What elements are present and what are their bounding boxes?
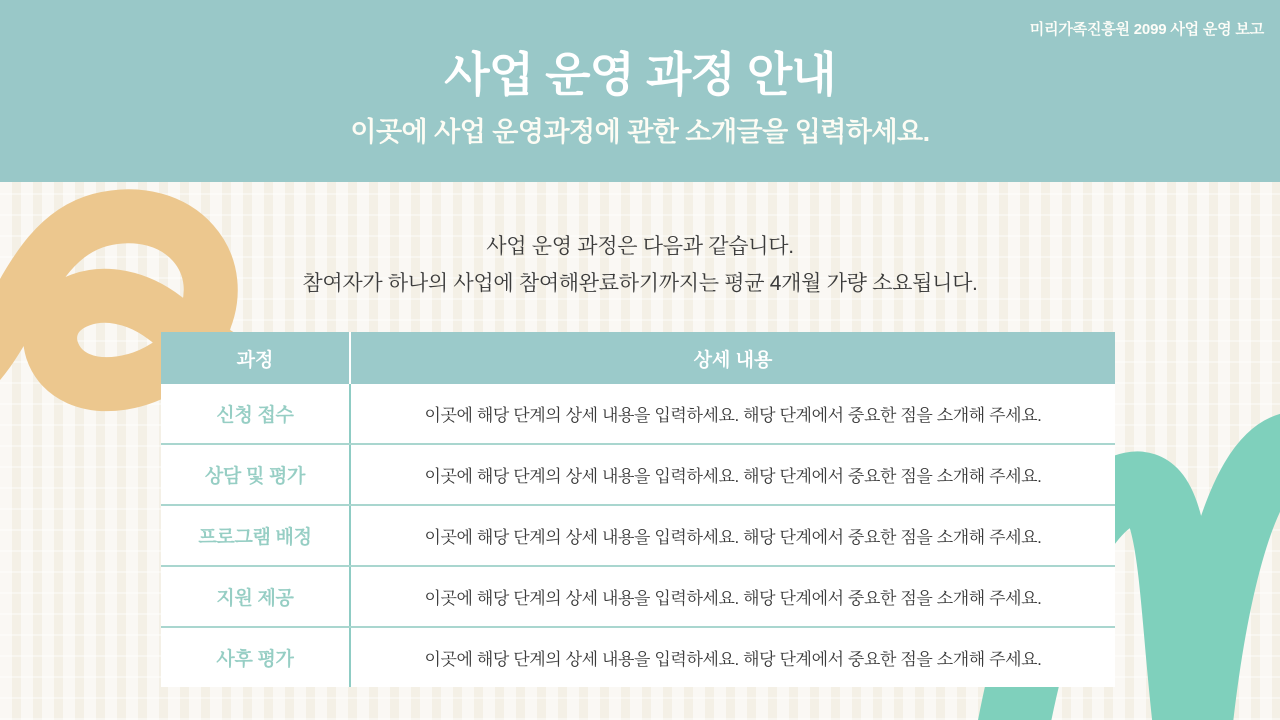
intro-line-1: 사업 운영 과정은 다음과 같습니다. <box>486 235 794 258</box>
intro-paragraph <box>0 228 1280 302</box>
row-label: 프로그램 배정 <box>161 506 351 565</box>
row-detail: 이곳에 해당 단계의 상세 내용을 입력하세요. 해당 단계에서 중요한 점을 소개해 주세요. <box>424 528 1042 547</box>
row-label: 상담 및 평가 <box>161 445 351 504</box>
row-label: 지원 제공 <box>161 567 351 626</box>
column-header-process: 과정 <box>161 332 351 384</box>
table-row <box>161 443 1115 504</box>
process-table <box>161 332 1115 687</box>
header-band <box>0 0 1280 182</box>
table-row <box>161 384 1115 443</box>
row-detail: 이곳에 해당 단계의 상세 내용을 입력하세요. 해당 단계에서 중요한 점을 소개해 주세요. <box>424 650 1042 669</box>
table-row <box>161 565 1115 626</box>
column-header-details: 상세 내용 <box>351 332 1115 384</box>
report-label: 미리가족진흥원 2099 사업 운영 보고 <box>1029 21 1264 38</box>
row-detail: 이곳에 해당 단계의 상세 내용을 입력하세요. 해당 단계에서 중요한 점을 소개해 주세요. <box>424 589 1042 608</box>
table-row <box>161 626 1115 687</box>
table-header-row <box>161 332 1115 384</box>
row-detail: 이곳에 해당 단계의 상세 내용을 입력하세요. 해당 단계에서 중요한 점을 소개해 주세요. <box>424 467 1042 486</box>
row-label: 사후 평가 <box>161 628 351 687</box>
page-subtitle: 이곳에 사업 운영과정에 관한 소개글을 입력하세요. <box>350 117 930 147</box>
intro-line-2: 참여자가 하나의 사업에 참여해완료하기까지는 평균 4개월 가량 소요됩니다. <box>302 272 978 295</box>
table-row <box>161 504 1115 565</box>
row-detail: 이곳에 해당 단계의 상세 내용을 입력하세요. 해당 단계에서 중요한 점을 소개해 주세요. <box>424 406 1042 425</box>
page-title: 사업 운영 과정 안내 <box>444 48 836 101</box>
row-label: 신청 접수 <box>161 384 351 443</box>
